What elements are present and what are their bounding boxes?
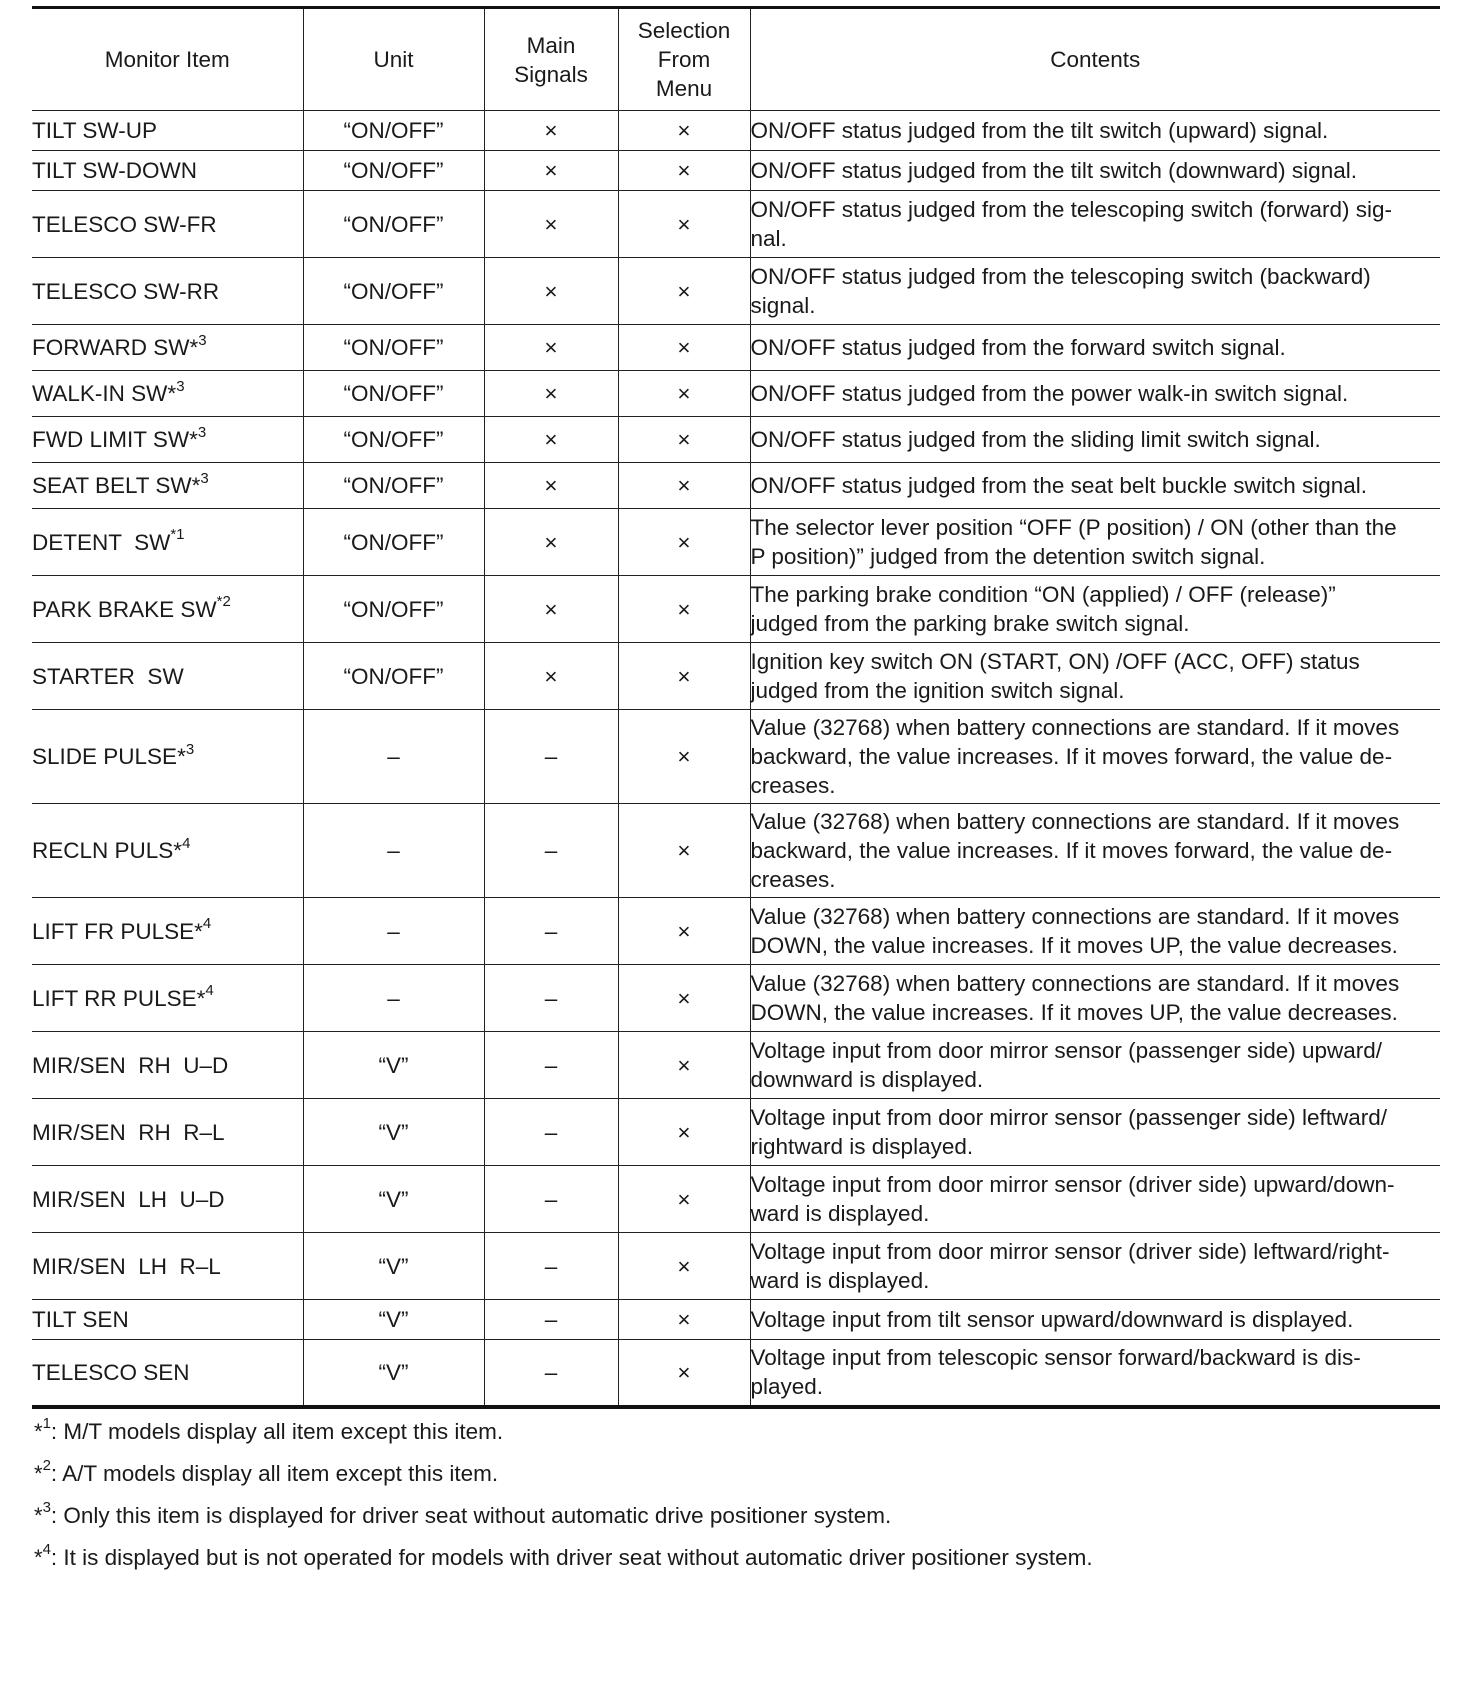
main-signals-cell: – <box>484 1166 618 1233</box>
monitor-item-label: MIR/SEN LH U–D <box>32 1186 225 1212</box>
selection-from-menu-cell: × <box>618 111 750 151</box>
monitor-item-label: SEAT BELT SW* <box>32 473 201 498</box>
selection-from-menu-cell: × <box>618 576 750 643</box>
monitor-item-label: PARK BRAKE SW <box>32 596 217 622</box>
header-main-signals: Main Signals <box>484 8 618 111</box>
selection-from-menu-cell: × <box>618 1300 750 1340</box>
footnote <box>32 1417 1440 1459</box>
header-contents: Contents <box>750 8 1440 111</box>
monitor-item-label: MIR/SEN LH R–L <box>32 1253 221 1279</box>
monitor-item-label: TELESCO SEN <box>32 1359 190 1385</box>
monitor-item-label: WALK-IN SW* <box>32 381 177 406</box>
table-row <box>32 325 1440 371</box>
main-signals-cell: – <box>484 898 618 965</box>
monitor-item-cell <box>32 576 303 643</box>
monitor-item-cell <box>32 1233 303 1300</box>
monitor-item-cell <box>32 1300 303 1340</box>
unit-cell: – <box>303 710 484 804</box>
monitor-item-label: TILT SEN <box>32 1307 129 1332</box>
footnote-ref: 4 <box>205 982 214 999</box>
monitor-item-label: LIFT RR PULSE* <box>32 985 206 1011</box>
contents-cell: ON/OFF status judged from the tilt switch (downward) signal. <box>750 151 1440 191</box>
contents-cell: ON/OFF status judged from the power walk-in switch signal. <box>750 371 1440 417</box>
main-signals-cell: × <box>484 509 618 576</box>
main-signals-cell: – <box>484 1233 618 1300</box>
unit-cell: – <box>303 804 484 898</box>
selection-from-menu-cell: × <box>618 965 750 1032</box>
monitor-item-label: LIFT FR PULSE* <box>32 918 203 944</box>
footnote-ref: 3 <box>200 469 209 487</box>
monitor-item-table <box>32 6 1440 1409</box>
contents-cell: Value (32768) when battery connections are standard. If it moves DOWN, the value increases. If it moves UP, the value decreases. <box>750 898 1440 965</box>
selection-from-menu-cell: × <box>618 191 750 258</box>
footnote-number: 2 <box>42 1457 51 1474</box>
unit-cell: “V” <box>303 1032 484 1099</box>
contents-cell: Voltage input from door mirror sensor (passenger side) upward/ downward is displayed. <box>750 1032 1440 1099</box>
unit-cell: “ON/OFF” <box>303 417 484 463</box>
main-signals-cell: – <box>484 710 618 804</box>
footnote-ref: 4 <box>202 915 212 932</box>
selection-from-menu-cell: × <box>618 898 750 965</box>
monitor-item-cell <box>32 151 303 191</box>
monitor-item-cell <box>32 463 303 509</box>
contents-cell: Ignition key switch ON (START, ON) /OFF (ACC, OFF) status judged from the ignition switch signal. <box>750 643 1440 710</box>
contents-cell: The parking brake condition “ON (applied) / OFF (release)” judged from the parking brake switch signal. <box>750 576 1440 643</box>
unit-cell: “ON/OFF” <box>303 151 484 191</box>
table-row <box>32 463 1440 509</box>
monitor-item-label: DETENT SW <box>32 529 171 555</box>
table-row <box>32 1032 1440 1099</box>
unit-cell: “ON/OFF” <box>303 371 484 417</box>
main-signals-cell: × <box>484 576 618 643</box>
selection-from-menu-cell: × <box>618 710 750 804</box>
table-row <box>32 111 1440 151</box>
selection-from-menu-cell: × <box>618 509 750 576</box>
main-signals-cell: × <box>484 417 618 463</box>
main-signals-cell: × <box>484 325 618 371</box>
contents-cell: ON/OFF status judged from the seat belt buckle switch signal. <box>750 463 1440 509</box>
contents-cell: Voltage input from door mirror sensor (driver side) upward/down- ward is displayed. <box>750 1166 1440 1233</box>
footnote-number: 3 <box>42 1499 51 1516</box>
monitor-item-label: TELESCO SW-RR <box>32 278 220 304</box>
main-signals-cell: × <box>484 643 618 710</box>
selection-from-menu-cell: × <box>618 371 750 417</box>
table-row <box>32 965 1440 1032</box>
unit-cell: “V” <box>303 1300 484 1340</box>
monitor-item-cell <box>32 509 303 576</box>
selection-from-menu-cell: × <box>618 1166 750 1233</box>
header-unit: Unit <box>303 8 484 111</box>
monitor-item-label: FORWARD SW* <box>32 335 199 360</box>
footnote <box>32 1501 1440 1543</box>
footnote-number: 1 <box>42 1415 51 1432</box>
footnote <box>32 1543 1440 1585</box>
table-row <box>32 643 1440 710</box>
unit-cell: “ON/OFF” <box>303 191 484 258</box>
table-row <box>32 898 1440 965</box>
contents-cell: The selector lever position “OFF (P position) / ON (other than the P position)” judged from the detention switch signal. <box>750 509 1440 576</box>
footnote-ref: 3 <box>197 423 207 441</box>
monitor-item-label: TILT SW-UP <box>32 118 158 143</box>
unit-cell: – <box>303 898 484 965</box>
footnote-mark: * <box>34 1460 43 1486</box>
main-signals-cell: – <box>484 1032 618 1099</box>
unit-cell: “V” <box>303 1166 484 1233</box>
document-page <box>32 6 1440 1585</box>
monitor-item-label: TELESCO SW-FR <box>32 211 217 237</box>
unit-cell: “ON/OFF” <box>303 463 484 509</box>
contents-cell: ON/OFF status judged from the telescoping switch (forward) sig- nal. <box>750 191 1440 258</box>
footnote-ref: *2 <box>216 593 231 610</box>
contents-cell: ON/OFF status judged from the forward switch signal. <box>750 325 1440 371</box>
monitor-item-cell <box>32 325 303 371</box>
monitor-item-cell <box>32 111 303 151</box>
monitor-item-cell <box>32 417 303 463</box>
selection-from-menu-cell: × <box>618 1340 750 1407</box>
footnote-ref: *1 <box>170 526 185 543</box>
footnote-ref: 3 <box>198 331 207 349</box>
main-signals-cell: × <box>484 191 618 258</box>
footnote-ref: 3 <box>185 740 195 758</box>
table-row <box>32 1233 1440 1300</box>
table-row <box>32 151 1440 191</box>
monitor-item-cell <box>32 1166 303 1233</box>
monitor-item-cell <box>32 804 303 898</box>
contents-cell: Value (32768) when battery connections are standard. If it moves backward, the value increases. If it moves forward, the value de- creases. <box>750 804 1440 898</box>
selection-from-menu-cell: × <box>618 463 750 509</box>
footnote-text: : It is displayed but is not operated for models with driver seat without automatic driver positioner system. <box>50 1544 1093 1570</box>
table-row <box>32 1340 1440 1407</box>
unit-cell: “ON/OFF” <box>303 509 484 576</box>
monitor-item-cell <box>32 191 303 258</box>
header-selection-from-menu: Selection From Menu <box>618 8 750 111</box>
monitor-item-label: STARTER SW <box>32 663 184 689</box>
contents-cell: Value (32768) when battery connections are standard. If it moves DOWN, the value increases. If it moves UP, the value decreases. <box>750 965 1440 1032</box>
table-row <box>32 258 1440 325</box>
footnote-number: 4 <box>42 1541 51 1558</box>
table-row <box>32 1099 1440 1166</box>
contents-cell: Voltage input from tilt sensor upward/downward is displayed. <box>750 1300 1440 1340</box>
contents-cell: Voltage input from door mirror sensor (passenger side) leftward/ rightward is displayed. <box>750 1099 1440 1166</box>
main-signals-cell: – <box>484 1099 618 1166</box>
footnote-text: : A/T models display all item except this item. <box>50 1460 499 1486</box>
monitor-item-cell <box>32 898 303 965</box>
monitor-item-label: SLIDE PULSE* <box>32 744 186 769</box>
footnote-mark: * <box>34 1418 43 1444</box>
monitor-item-label: RECLN PULS* <box>32 838 183 863</box>
monitor-item-cell <box>32 1099 303 1166</box>
unit-cell: “ON/OFF” <box>303 576 484 643</box>
main-signals-cell: – <box>484 1340 618 1407</box>
table-row <box>32 710 1440 804</box>
table-row <box>32 804 1440 898</box>
main-signals-cell: × <box>484 258 618 325</box>
unit-cell: “ON/OFF” <box>303 258 484 325</box>
footnote-ref: 4 <box>182 834 191 852</box>
main-signals-cell: × <box>484 151 618 191</box>
unit-cell: – <box>303 965 484 1032</box>
monitor-item-cell <box>32 1340 303 1407</box>
selection-from-menu-cell: × <box>618 1099 750 1166</box>
main-signals-cell: – <box>484 1300 618 1340</box>
monitor-item-cell <box>32 1032 303 1099</box>
monitor-item-label: FWD LIMIT SW* <box>32 427 198 452</box>
monitor-item-label: MIR/SEN RH R–L <box>32 1119 225 1145</box>
footnote <box>32 1459 1440 1501</box>
selection-from-menu-cell: × <box>618 258 750 325</box>
contents-cell: Voltage input from telescopic sensor forward/backward is dis- played. <box>750 1340 1440 1407</box>
table-row <box>32 576 1440 643</box>
contents-cell: Voltage input from door mirror sensor (driver side) leftward/right- ward is displayed. <box>750 1233 1440 1300</box>
footnote-text: : M/T models display all item except this item. <box>50 1418 504 1444</box>
table-body <box>32 111 1440 1407</box>
footnote-mark: * <box>34 1544 43 1570</box>
monitor-item-cell <box>32 710 303 804</box>
selection-from-menu-cell: × <box>618 325 750 371</box>
unit-cell: “V” <box>303 1099 484 1166</box>
main-signals-cell: – <box>484 965 618 1032</box>
selection-from-menu-cell: × <box>618 417 750 463</box>
selection-from-menu-cell: × <box>618 643 750 710</box>
footnotes <box>32 1417 1440 1585</box>
selection-from-menu-cell: × <box>618 1233 750 1300</box>
table-header-row <box>32 8 1440 111</box>
footnote-mark: * <box>34 1502 43 1528</box>
table-row <box>32 509 1440 576</box>
contents-cell: ON/OFF status judged from the sliding limit switch signal. <box>750 417 1440 463</box>
main-signals-cell: × <box>484 111 618 151</box>
unit-cell: “ON/OFF” <box>303 643 484 710</box>
selection-from-menu-cell: × <box>618 1032 750 1099</box>
selection-from-menu-cell: × <box>618 804 750 898</box>
contents-cell: ON/OFF status judged from the tilt switch (upward) signal. <box>750 111 1440 151</box>
monitor-item-cell <box>32 371 303 417</box>
footnote-text: : Only this item is displayed for driver seat without automatic drive positioner system. <box>50 1502 892 1528</box>
table-row <box>32 1300 1440 1340</box>
table-row <box>32 1166 1440 1233</box>
monitor-item-cell <box>32 643 303 710</box>
contents-cell: Value (32768) when battery connections are standard. If it moves backward, the value increases. If it moves forward, the value de- creases. <box>750 710 1440 804</box>
unit-cell: “V” <box>303 1233 484 1300</box>
unit-cell: “ON/OFF” <box>303 111 484 151</box>
table-row <box>32 417 1440 463</box>
main-signals-cell: × <box>484 371 618 417</box>
unit-cell: “ON/OFF” <box>303 325 484 371</box>
unit-cell: “V” <box>303 1340 484 1407</box>
table-row <box>32 371 1440 417</box>
monitor-item-label: MIR/SEN RH U–D <box>32 1052 229 1078</box>
monitor-item-cell <box>32 965 303 1032</box>
header-monitor-item: Monitor Item <box>32 8 303 111</box>
table-row <box>32 191 1440 258</box>
monitor-item-cell <box>32 258 303 325</box>
selection-from-menu-cell: × <box>618 151 750 191</box>
main-signals-cell: × <box>484 463 618 509</box>
main-signals-cell: – <box>484 804 618 898</box>
footnote-ref: 3 <box>176 377 185 395</box>
monitor-item-label: TILT SW-DOWN <box>32 158 197 183</box>
contents-cell: ON/OFF status judged from the telescoping switch (backward) signal. <box>750 258 1440 325</box>
